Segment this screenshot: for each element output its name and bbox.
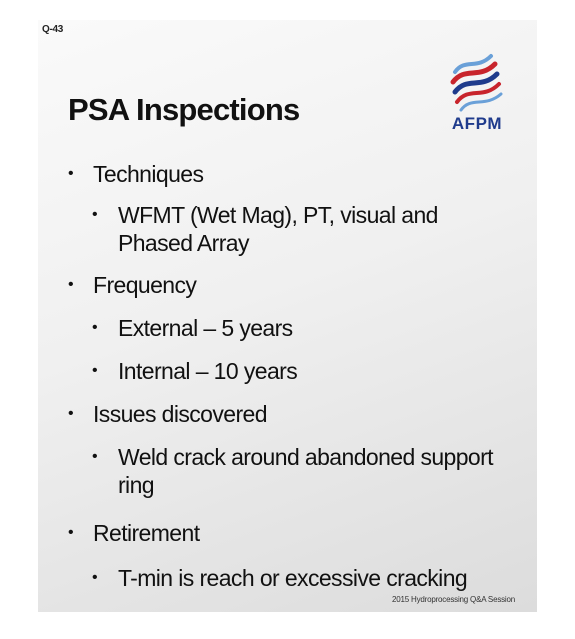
question-number: Q-43 [42,24,64,35]
bullet-item [38,564,528,592]
bullet-dot-icon: • [92,569,98,586]
slide [38,20,537,612]
bullet-item [38,400,528,428]
bullet-dot-icon: • [68,524,74,541]
bullet-dot-icon: • [92,362,98,379]
bullet-text: WFMT (Wet Mag), PT, visual and Phased Array [118,202,438,256]
afpm-flag-logo-icon [447,50,507,112]
bullet-item [38,443,528,499]
bullet-item [38,519,528,547]
logo-text: AFPM [451,114,503,133]
bullet-text: T-min is reach or excessive cracking [118,565,468,591]
bullet-item [38,271,528,299]
bullet-text: Internal – 10 years [118,358,298,384]
slide-title: PSA Inspections [68,92,300,127]
bullet-text: Issues discovered [93,401,267,427]
bullet-dot-icon: • [92,319,98,336]
bullet-dot-icon: • [92,206,98,223]
bullet-text: External – 5 years [118,315,293,341]
bullet-dot-icon: • [68,276,74,293]
bullet-item [38,160,528,188]
bullet-text: Frequency [93,272,197,298]
bullet-item [38,314,528,342]
bullet-dot-icon: • [68,405,74,422]
footer-session: 2015 Hydroprocessing Q&A Session [391,595,515,604]
afpm-logo [447,50,507,140]
bullet-dot-icon: • [68,165,74,182]
bullet-text: Techniques [93,161,204,187]
bullet-text: Retirement [93,520,200,546]
bullet-text: Weld crack around abandoned support ring [118,444,493,498]
bullet-dot-icon: • [92,448,98,465]
bullet-item [38,201,528,257]
bullet-list [38,160,528,592]
bullet-item [38,357,528,385]
